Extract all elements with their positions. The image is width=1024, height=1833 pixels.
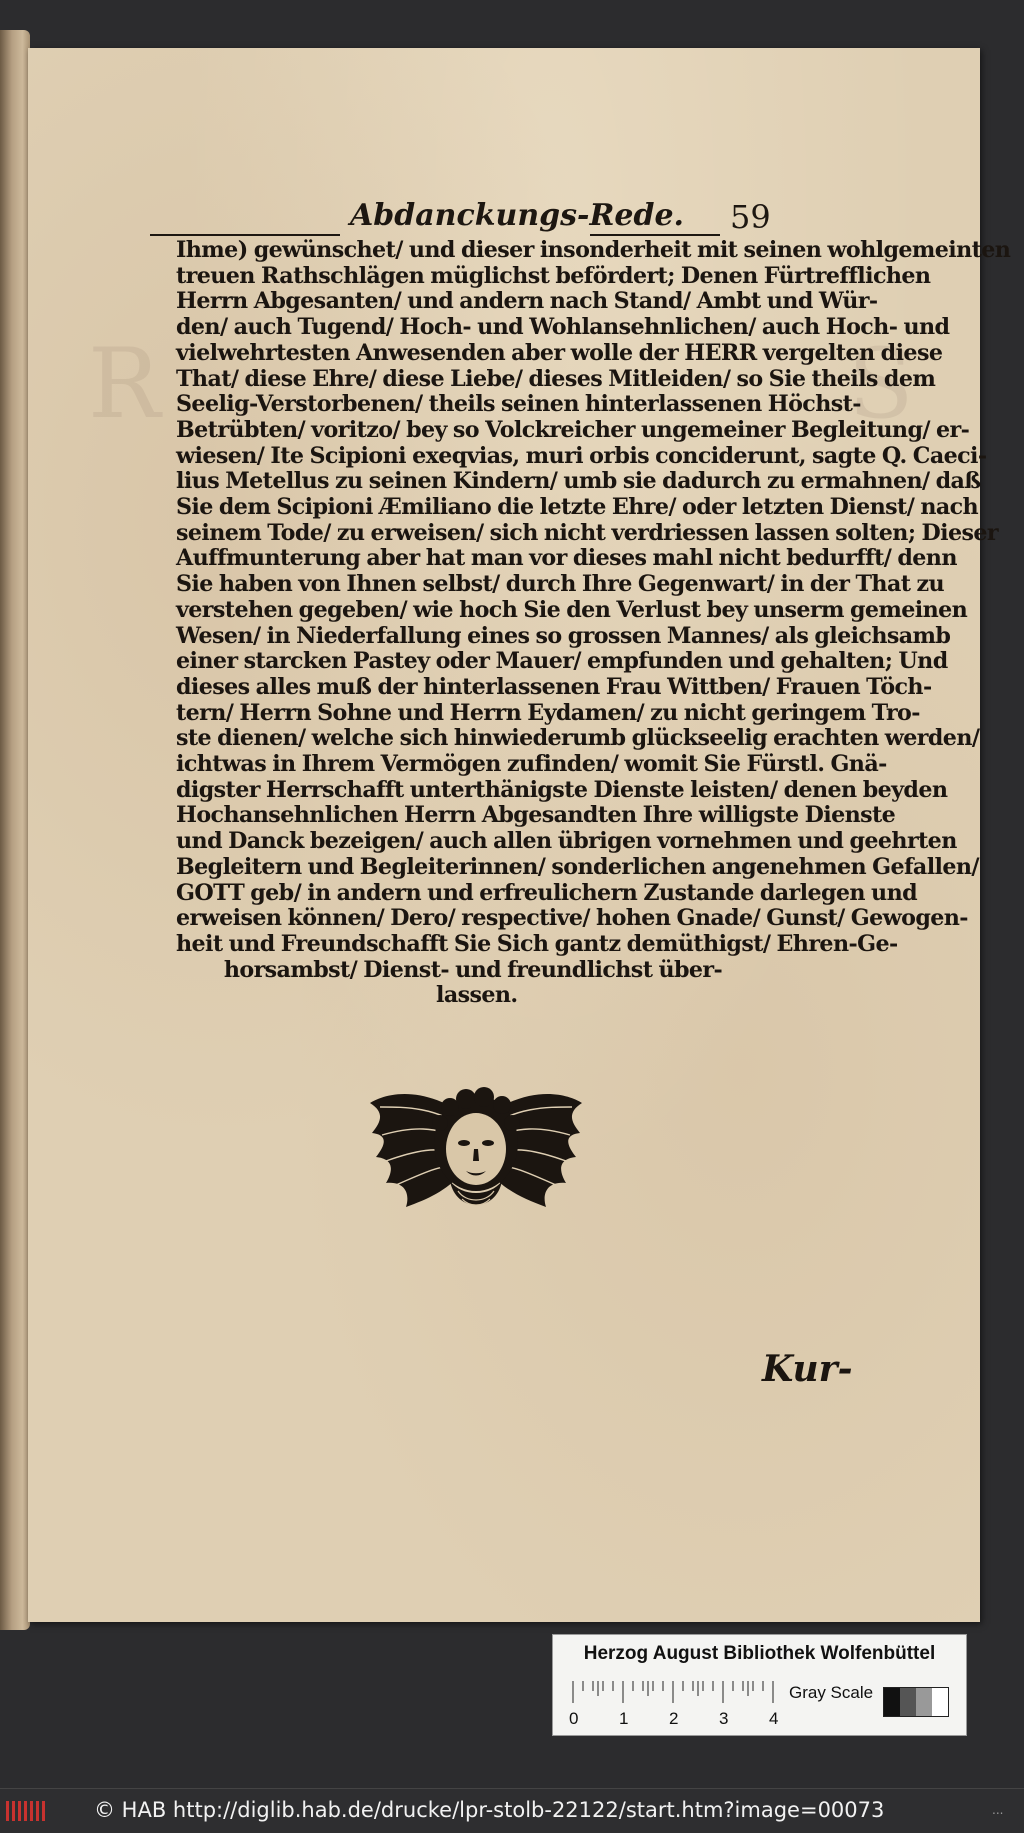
hab-logo-icon (4, 1799, 48, 1823)
rule-right (590, 234, 720, 236)
show-through-right: S (848, 328, 920, 440)
text-line: horsambst/ Dienst- und freundlichst über- (223, 956, 723, 983)
rule-left (150, 234, 340, 236)
ruler-number: 4 (769, 1709, 779, 1728)
text-line: Wesen/ in Niederfallung eines so grossen Mannes/ als gleichsamb (176, 622, 951, 649)
show-through-left: R (88, 328, 167, 440)
text-line: Ihme) gewünschet/ und dieser insonderheit mit seinen wohlgemeinten (176, 237, 1011, 263)
text-line: Sie haben von Ihnen selbst/ durch Ihre Gegenwart/ in der That zu (176, 571, 945, 598)
catchword: Kur- (762, 1348, 853, 1390)
text-line: tern/ Herrn Sohne und Herrn Eydamen/ zu nicht geringem Tro- (176, 699, 920, 726)
text-line: verstehen gegeben/ wie hoch Sie den Verlust bey unserm gemeinen (176, 596, 968, 623)
copyright-url[interactable]: © HAB http://diglib.hab.de/drucke/lpr-stolb-22122/start.htm?image=00073 (94, 1798, 885, 1822)
running-head (150, 198, 770, 242)
text-line: den/ auch Tugend/ Hoch- und Wohlansehnlichen/ auch Hoch- und (176, 314, 950, 341)
viewer-footer (0, 1788, 1024, 1833)
facing-page-edge (0, 30, 30, 1630)
text-line: Betrübten/ voritzo/ bey so Volckreicher ungemeiner Begleitung/ er- (176, 416, 970, 443)
text-line: heit und Freundschafft Sie Sich gantz demüthigst/ Ehren-Ge- (176, 930, 898, 957)
text-line: Seelig-Verstorbenen/ theils seinen hinterlassenen Höchst- (176, 391, 861, 418)
text-line: Sie dem Scipioni Æmiliano die letzte Ehre/ oder letzten Dienst/ nach (176, 494, 979, 521)
text-line: digster Herrschafft unterthänigste Dienste leisten/ denen beyden (176, 776, 948, 803)
text-line: vielwehrtesten Anwesenden aber wolle der HERR vergelten diese (176, 339, 943, 366)
text-line: erweisen können/ Dero/ respective/ hohen Gnade/ Gunst/ Gewogen- (176, 905, 968, 932)
page-number: 59 (730, 198, 771, 236)
text-line: Herrn Abgesanten/ und andern nach Stand/ Ambt und Wür- (176, 288, 878, 315)
ruler-numbers (569, 1709, 809, 1731)
text-line: That/ diese Ehre/ diese Liebe/ dieses Mitleiden/ so Sie theils dem (176, 365, 936, 392)
text-line: und Danck bezeigen/ auch allen übrigen vornehmen und geehrten (176, 828, 957, 855)
text-line: lius Metellus zu seinen Kindern/ umb sie dadurch zu ermahnen/ daß (176, 468, 981, 495)
text-line: lassen. (436, 982, 518, 1009)
text-line: Begleitern und Begleiterinnen/ sonderlichen angenehmen Gefallen/ (176, 853, 979, 880)
text-line: GOTT geb/ in andern und erfreulichern Zustande darlegen und (176, 879, 918, 906)
library-name: Herzog August Bibliothek Wolfenbüttel (583, 1643, 936, 1664)
text-line: ste dienen/ welche sich hinwiederumb glückseelig erachten werden/ (176, 725, 980, 752)
text-line: wiesen/ Ite Scipioni exeqvias, muri orbis conciderunt, sagte Q. Caeci- (176, 442, 987, 469)
text-line: Auffmunterung aber hat man vor dieses mahl nicht bedurfft/ denn (176, 545, 957, 572)
body-text (176, 237, 1011, 1009)
gray-scale-label: Gray Scale (789, 1683, 874, 1702)
library-color-card (552, 1634, 967, 1736)
text-line: treuen Rathschlägen müglichst befördert; Denen Fürtrefflichen (176, 262, 931, 289)
text-line: einer starcken Pastey oder Mauer/ empfunden und gehalten; Und (176, 648, 948, 675)
ruler-number: 2 (669, 1709, 679, 1728)
cherub-ornament (366, 1063, 586, 1243)
text-line: Hochansehnlichen Herrn Abgesandten Ihre willigste Dienste (176, 802, 896, 829)
text-line: seinem Tode/ zu erweisen/ sich nicht verdriessen lassen solten; Dieser (176, 519, 999, 546)
text-line: dieses alles muß der hinterlassenen Frau Wittben/ Frauen Töch- (176, 673, 932, 700)
ruler-number: 1 (619, 1709, 629, 1728)
text-line: ichtwas in Ihrem Vermögen zufinden/ womit Sie Fürstl. Gnä- (176, 751, 887, 778)
running-head-title: Abdanckungs-Rede. (350, 198, 684, 233)
ruler-number: 3 (719, 1709, 729, 1728)
more-icon[interactable]: ... (992, 1803, 1004, 1817)
gray-scale-swatch (883, 1687, 949, 1717)
ruler-number: 0 (569, 1709, 579, 1728)
